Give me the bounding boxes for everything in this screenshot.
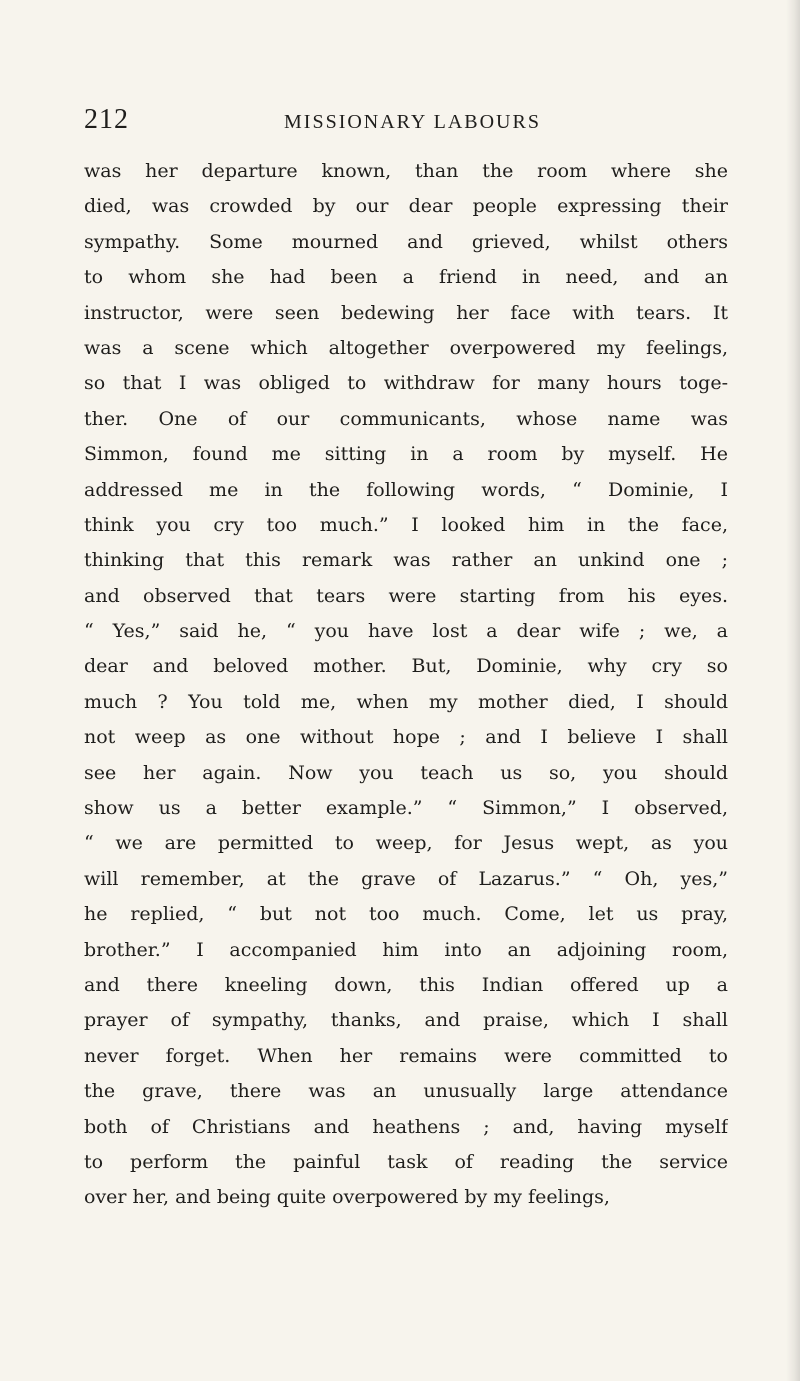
text-line: ther. One of our communicants, whose name was (84, 407, 728, 430)
text-line: died, was crowded by our dear people expressing their (84, 195, 728, 218)
text-line: see her again. Now you teach us so, you should (84, 761, 728, 784)
text-line: so that I was obliged to withdraw for many hours toge- (84, 372, 728, 395)
text-line: think you cry too much.” I looked him in the face, (84, 513, 728, 536)
text-line: prayer of sympathy, thanks, and praise, which I shall (84, 1009, 728, 1032)
text-line: not weep as one without hope ; and I believe I shall (84, 726, 728, 749)
text-line: show us a better example.” “ Simmon,” I observed, (84, 797, 728, 820)
text-line: was a scene which altogether overpowered my feelings, (84, 336, 728, 359)
text-line: to whom she had been a friend in need, and an (84, 266, 728, 289)
page-header (84, 103, 728, 141)
running-head: MISSIONARY LABOURS (284, 111, 541, 133)
text-line: and observed that tears were starting from his eyes. (84, 584, 728, 607)
text-line: much ? You told me, when my mother died, I should (84, 690, 728, 713)
text-line: “ Yes,” said he, “ you have lost a dear wife ; we, a (84, 620, 728, 643)
text-line: Simmon, found me sitting in a room by myself. He (84, 443, 728, 466)
page-edge-shadow (786, 0, 800, 1381)
text-line: dear and beloved mother. But, Dominie, why cry so (84, 655, 728, 678)
text-line: brother.” I accompanied him into an adjoining room, (84, 938, 728, 961)
text-line: instructor, were seen bedewing her face with tears. It (84, 301, 728, 324)
text-line: sympathy. Some mourned and grieved, whilst others (84, 230, 728, 253)
text-line: addressed me in the following words, “ Dominie, I (84, 478, 728, 501)
text-line: “ we are permitted to weep, for Jesus wept, as you (84, 832, 728, 855)
text-line: never forget. When her remains were committed to (84, 1044, 728, 1067)
text-line: to perform the painful task of reading the service (84, 1150, 728, 1173)
text-line: and there kneeling down, this Indian offered up a (84, 973, 728, 996)
text-line: over her, and being quite overpowered by my feelings, (84, 1186, 610, 1209)
body-text (84, 154, 728, 1216)
text-line: was her departure known, than the room where she (84, 160, 728, 182)
text-line: the grave, there was an unusually large attendance (84, 1080, 728, 1103)
text-line: he replied, “ but not too much. Come, let us pray, (84, 903, 728, 926)
text-line: will remember, at the grave of Lazarus.” “ Oh, yes,” (84, 867, 728, 890)
text-line: thinking that this remark was rather an unkind one ; (84, 549, 728, 572)
page-number: 212 (84, 104, 129, 135)
text-line: both of Christians and heathens ; and, having myself (84, 1115, 728, 1138)
